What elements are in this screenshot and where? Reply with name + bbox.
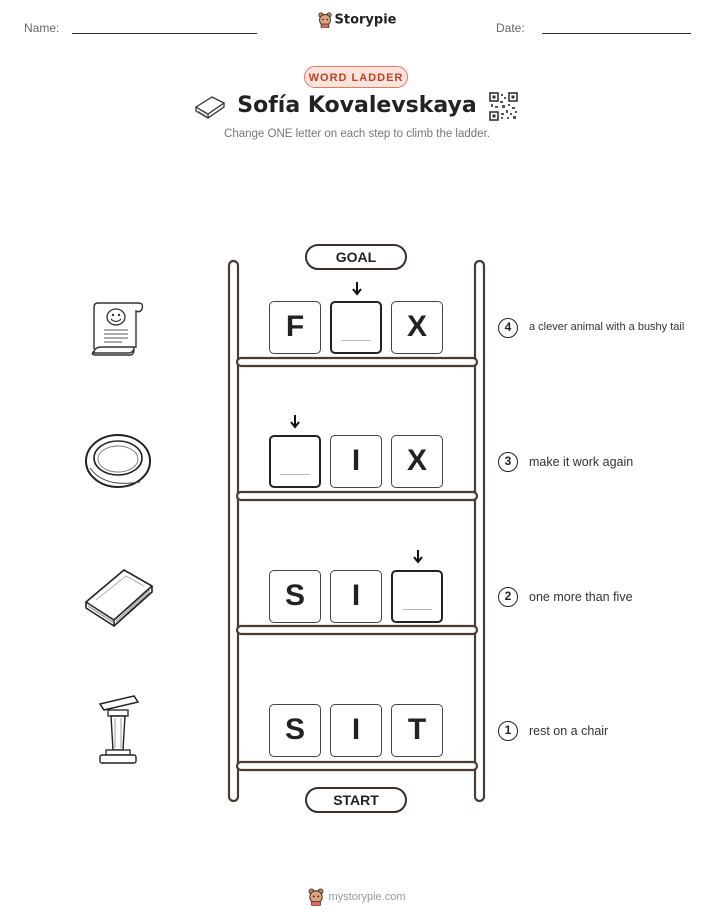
- brand-name: Storypie: [334, 12, 397, 28]
- letter-tile: I: [330, 570, 382, 623]
- bear-icon: [318, 12, 332, 28]
- footer-url[interactable]: mystorypie.com: [328, 890, 406, 903]
- brand-logo: [0, 12, 714, 28]
- blank-letter-tile[interactable]: [391, 570, 443, 623]
- letter-tile: I: [330, 704, 382, 757]
- goal-label: GOAL: [305, 244, 407, 270]
- word-ladder-badge: WORD LADDER: [304, 66, 408, 88]
- arrow-down-icon: [289, 414, 301, 430]
- letter-tile: X: [391, 301, 443, 354]
- clue-text: one more than five: [529, 590, 633, 604]
- arrow-down-icon: [351, 281, 363, 297]
- letter-tile: X: [391, 435, 443, 488]
- clue-text: a clever animal with a bushy tail: [529, 321, 685, 333]
- letter-tile: T: [391, 704, 443, 757]
- step-number: 3: [498, 452, 518, 472]
- letter-tile: I: [330, 435, 382, 488]
- step-number: 2: [498, 587, 518, 607]
- ring-icon: [84, 432, 154, 492]
- page-title: Sofía Kovalevskaya: [237, 93, 477, 118]
- instructions: Change ONE letter on each step to climb the ladder.: [224, 128, 490, 140]
- blank-letter-tile[interactable]: [269, 435, 321, 488]
- date-field-line[interactable]: [542, 33, 691, 34]
- step-number: 4: [498, 318, 518, 338]
- start-label: START: [305, 787, 407, 813]
- letter-tile: S: [269, 570, 321, 623]
- name-field-line[interactable]: [72, 33, 257, 34]
- clue-text: rest on a chair: [529, 724, 609, 738]
- bear-icon: [308, 888, 324, 906]
- clue-text: make it work again: [529, 455, 634, 469]
- lectern-icon: [94, 694, 142, 766]
- date-label: Date:: [496, 21, 525, 35]
- closed-book-icon: [82, 566, 154, 628]
- letter-tile: F: [269, 301, 321, 354]
- arrow-down-icon: [412, 549, 424, 565]
- theater-scroll-icon: [88, 297, 146, 357]
- name-label: Name:: [24, 21, 60, 35]
- letter-tile: S: [269, 704, 321, 757]
- qr-code-icon: [489, 92, 518, 121]
- step-number: 1: [498, 721, 518, 741]
- footer: [0, 888, 714, 906]
- blank-letter-tile[interactable]: [330, 301, 382, 354]
